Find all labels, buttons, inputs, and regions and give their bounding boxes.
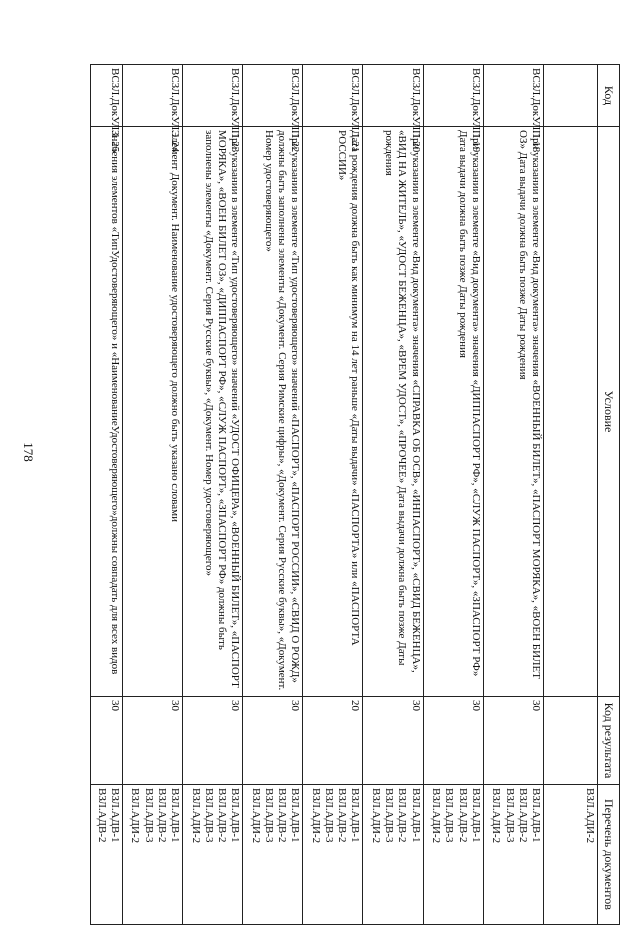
document-item: ВЗЛ.АДВ-3 <box>503 788 516 843</box>
cell-code: ВСЗЛ.ДокУЛ.1.22 <box>243 65 303 127</box>
cell-documents <box>182 785 242 925</box>
cell-documents <box>363 785 423 925</box>
document-item: ВЗЛ.АДВ-3 <box>202 788 215 843</box>
validation-rules-table <box>90 64 620 925</box>
document-item: ВЗЛ.АДВ-1 <box>409 788 422 843</box>
cell-code: ВСЗЛ.ДокУЛ.1.21 <box>303 65 363 127</box>
document-item: ВЗЛ.АДВ-3 <box>383 788 396 843</box>
rotated-table-wrapper <box>90 64 620 924</box>
table-row <box>243 65 303 925</box>
cell-documents <box>243 785 303 925</box>
document-item: ВЗЛ.АДВ-2 <box>456 788 469 843</box>
cell-condition: Элемент Документ. Наименование удостоверяющего должно быть указано словами <box>122 127 182 697</box>
document-item: ВЗЛ.АДИ-2 <box>189 788 202 844</box>
document-item: ВЗЛ.АДВ-1 <box>168 788 181 843</box>
cell-code: ВСЗЛ.ДокУЛ.1.18 <box>483 65 543 127</box>
cell-result-code: 30 <box>91 697 123 785</box>
document-item: ВЗЛ.АДИ-2 <box>129 788 142 844</box>
cell-result-code <box>544 697 598 785</box>
document-item: ВЗЛ.АДВ-1 <box>530 788 542 843</box>
cell-documents <box>122 785 182 925</box>
cell-code: ВСЗЛ.ДокУЛ.1.20 <box>363 65 423 127</box>
cell-code <box>544 65 598 127</box>
table-row <box>483 65 543 925</box>
cell-condition: При указании в элементе «Тип удостоверяющего» значений «УДОСТ ОФИЦЕРА», «ВОЕННЫЙ БИЛЕТ», «ПАСПОРТ МОРЯКА», «ВОЕН БИЛЕТ ОЗ», «ДИППАСПОРТ РФ», «СЛУЖ ПАСПОРТ», «ЗПАСПОРТ РФ» должны быть заполнены элементы «Документ. Серия Русские буквы», «Документ. Номер удостоверяющего» <box>182 127 242 697</box>
document-item: ВЗЛ.АДВ-1 <box>469 788 482 843</box>
document-item: ВЗЛ.АДВ-1 <box>289 788 302 843</box>
document-item: ВЗЛ.АДВ-2 <box>155 788 168 843</box>
document-item: ВЗЛ.АДВ-2 <box>516 788 529 843</box>
cell-documents <box>544 785 598 925</box>
document-item: ВЗЛ.АДВ-3 <box>262 788 275 843</box>
cell-condition <box>544 127 598 697</box>
table-row <box>423 65 483 925</box>
cell-condition: При указании в элементе «Вид документа» значения «СПРАВКА ОБ ОСВ», «ИНПАСПОРТ», «СВИД БЕЖЕНЦА», «ВИД НА ЖИТЕЛЬ», «УДОСТ БЕЖЕНЦА», «ВРЕМ УДОСТ», «ПРОЧЕЕ» Дата выдачи должна быть позже Даты рождения <box>363 127 423 697</box>
document-item: ВЗЛ.АДВ-3 <box>323 788 336 843</box>
document-item: ВЗЛ.АДВ-3 <box>443 788 456 843</box>
cell-result-code: 30 <box>243 697 303 785</box>
table-row <box>182 65 242 925</box>
table-row-continuation <box>544 65 598 925</box>
cell-result-code: 30 <box>423 697 483 785</box>
cell-documents <box>483 785 543 925</box>
cell-result-code: 30 <box>363 697 423 785</box>
cell-code: ВСЗЛ.ДокУЛ.1.25 <box>91 65 123 127</box>
table-row <box>363 65 423 925</box>
document-item: ВЗЛ.АДВ-1 <box>229 788 242 843</box>
header-code: Код <box>598 65 620 127</box>
cell-documents <box>423 785 483 925</box>
cell-result-code: 30 <box>483 697 543 785</box>
document-item: ВЗЛ.АДИ-2 <box>309 788 322 844</box>
header-documents: Перечень документов <box>598 785 620 925</box>
document-item: ВЗЛ.АДВ-2 <box>95 788 108 843</box>
page-number: 178 <box>21 442 36 462</box>
table-row <box>91 65 123 925</box>
header-condition: Условие <box>598 127 620 697</box>
cell-condition: При указании в элементе «Вид документа» значения «ВОЕННЫЙ БИЛЕТ», «ПАСПОРТ МОРЯКА», «ВОЕН БИЛЕТ ОЗ» Дата выдачи должна быть позже Даты рождения <box>483 127 543 697</box>
document-item: ВЗЛ.АДВ-1 <box>349 788 362 843</box>
header-result-code: Код результата <box>598 697 620 785</box>
document-item: ВЗЛ.АДВ-2 <box>215 788 228 843</box>
document-item: ВЗЛ.АДВ-2 <box>336 788 349 843</box>
cell-result-code: 20 <box>303 697 363 785</box>
cell-condition: При указании в элементе «Вид документа» значения «ДИППАСПОРТ РФ», «СЛУЖ ПАСПОРТ», «ЗПАСПОРТ РФ» Дата выдачи должна быть позже Даты рождения <box>423 127 483 697</box>
document-item: ВЗЛ.АДВ-1 <box>108 788 121 843</box>
table-row <box>303 65 363 925</box>
document-item: ВЗЛ.АДВ-2 <box>276 788 289 843</box>
document-item: ВЗЛ.АДИ-2 <box>584 788 596 844</box>
cell-documents <box>303 785 363 925</box>
document-item: ВЗЛ.АДИ-2 <box>430 788 443 844</box>
cell-result-code: 30 <box>182 697 242 785</box>
document-item: ВЗЛ.АДИ-2 <box>490 788 503 844</box>
document-item: ВЗЛ.АДВ-3 <box>142 788 155 843</box>
cell-documents <box>91 785 123 925</box>
document-item: ВЗЛ.АДВ-2 <box>396 788 409 843</box>
table-row <box>122 65 182 925</box>
cell-result-code: 30 <box>122 697 182 785</box>
document-item: ВЗЛ.АДИ-2 <box>370 788 383 844</box>
cell-code: ВСЗЛ.ДокУЛ.1.24 <box>122 65 182 127</box>
table-header-row <box>598 65 620 925</box>
cell-condition: При указании в элементе «Тип удостоверяющего» значений «ПАСПОРТ», «ПАСПОРТ РОССИИ», «СВИД О РОЖД» должны быть заполнены элементы «Документ. Серия Римские цифры», «Документ. Серия Русские буквы», «Документ. Номер удостоверяющего» <box>243 127 303 697</box>
cell-condition: Дата рождения должна быть как минимум на 14 лет раньше «Даты выдачи» «ПАСПОРТА» или «ПАСПОРТА РОССИИ» <box>303 127 363 697</box>
cell-code: ВСЗЛ.ДокУЛ.1.19 <box>423 65 483 127</box>
cell-code: ВСЗЛ.ДокУЛ.1.23 <box>182 65 242 127</box>
document-item: ВЗЛ.АДИ-2 <box>249 788 262 844</box>
cell-condition: Значения элементов «ТипУдостоверяющего» и «НаименованиеУдостоверяющего»должны совпадать для всех видов <box>91 127 123 697</box>
